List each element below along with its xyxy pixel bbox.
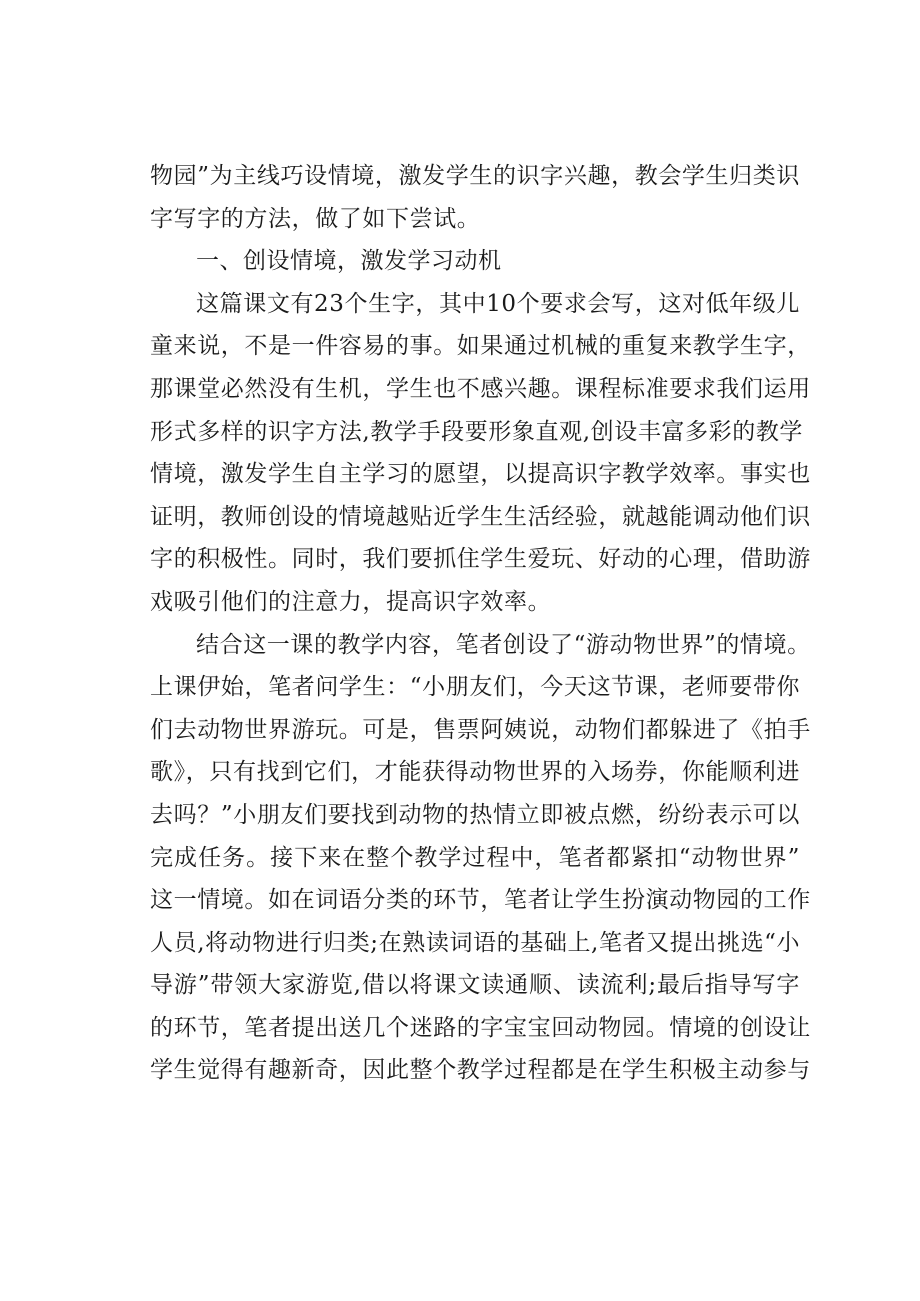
text-line: 这篇课文有23个生字，其中10个要求会写，这对低年级儿 xyxy=(196,290,800,317)
text-line: 的环节，笔者提出送几个迷路的字宝宝回动物园。情境的创设让 xyxy=(150,1014,811,1041)
text-line: 完成任务。接下来在整个教学过程中，笔者都紧扣“动物世界” xyxy=(150,844,800,871)
section-heading: 一、创设情境，激发学习动机 xyxy=(196,248,502,275)
text-line: 那课堂必然没有生机，学生也不感兴趣。课程标准要求我们运用 xyxy=(150,375,811,402)
text-line: 学生觉得有趣新奇，因此整个教学过程都是在学生积极主动参与 xyxy=(150,1057,811,1084)
text-line: 形式多样的识字方法,教学手段要形象直观,创设丰富多彩的教学 xyxy=(150,418,804,445)
text-line: 证明，教师创设的情境越贴近学生生活经验，就越能调动他们识 xyxy=(150,503,811,530)
text-line: 字写字的方法，做了如下尝试。 xyxy=(150,205,481,232)
text-line: 这一情境。如在词语分类的环节，笔者让学生扮演动物园的工作 xyxy=(150,887,811,914)
text-line: 情境，激发学生自主学习的愿望，以提高识字教学效率。事实也 xyxy=(150,461,811,488)
text-line: 戏吸引他们的注意力，提高识字效率。 xyxy=(150,588,552,615)
text-line: 导游”带领大家游览,借以将课文读通顺、读流利;最后指导写字 xyxy=(150,972,800,999)
text-line: 字的积极性。同时，我们要抓住学生爱玩、好动的心理，借助游 xyxy=(150,546,811,573)
text-line: 歌》，只有找到它们，才能获得动物世界的入场券，你能顺利进 xyxy=(150,759,800,786)
text-line: 人员,将动物进行归类;在熟读词语的基础上,笔者又提出挑选“小 xyxy=(150,929,801,956)
text-line: 去吗？”小朋友们要找到动物的热情立即被点燃，纷纷表示可以 xyxy=(150,801,800,828)
document-page xyxy=(150,155,811,1092)
text-line: 物园”为主线巧设情境，激发学生的识字兴趣，教会学生归类识 xyxy=(150,163,800,189)
text-line: 童来说，不是一件容易的事。如果通过机械的重复来教学生字， xyxy=(150,333,811,360)
text-line: 结合这一课的教学内容，笔者创设了“游动物世界”的情境。 xyxy=(196,631,811,658)
text-line: 上课伊始，笔者问学生：“小朋友们，今天这节课，老师要带你 xyxy=(150,674,800,701)
text-line: 们去动物世界游玩。可是，售票阿姨说，动物们都躲进了《拍手 xyxy=(150,716,811,743)
